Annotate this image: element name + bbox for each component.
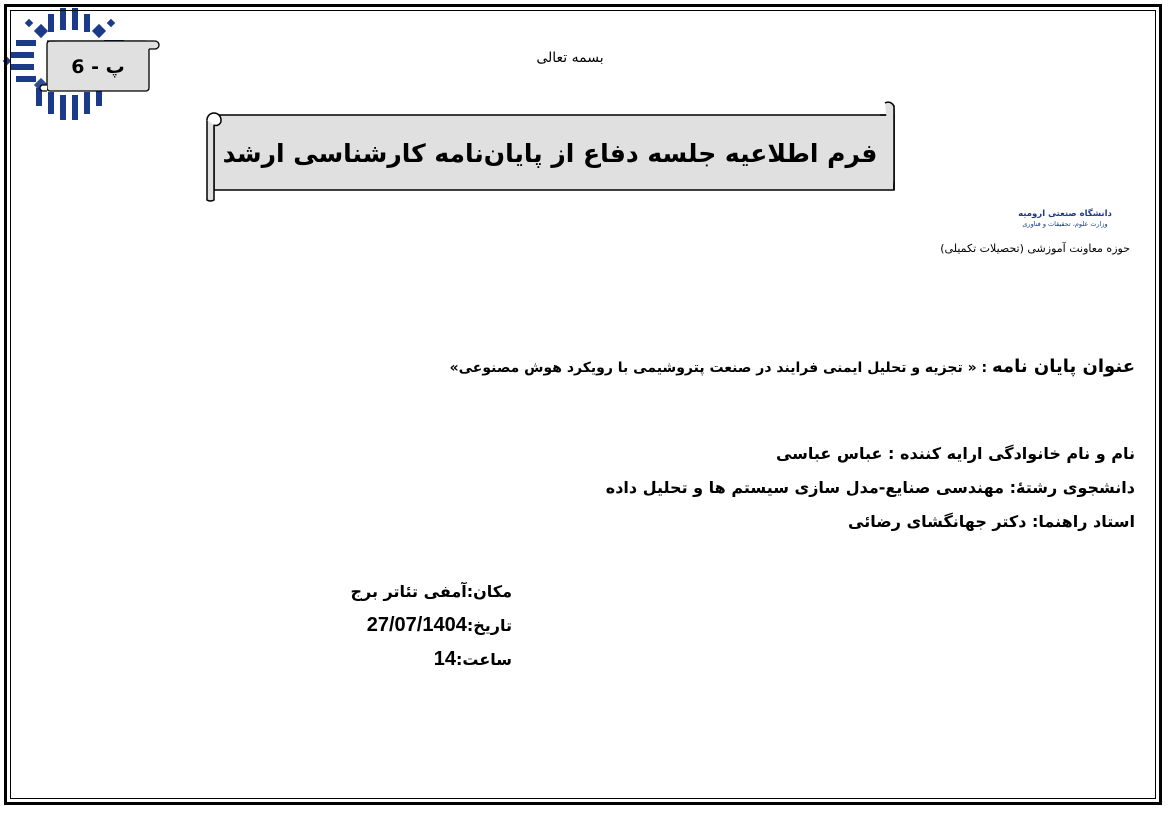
- place-label: مکان:: [466, 582, 512, 601]
- thesis-title: « تجزیه و تحلیل ایمنی فرایند در صنعت پتروشیمی با رویکرد هوش مصنوعی»: [449, 360, 977, 376]
- form-title: فرم اطلاعیه جلسه دفاع از پایان‌نامه کارشناسی ارشد: [222, 138, 878, 168]
- department-label: حوزه معاونت آموزشی (تحصیلات تکمیلی): [940, 242, 1130, 255]
- place-line: [212, 582, 512, 601]
- date-value: 27/07/1404: [366, 614, 467, 636]
- presenter-name: عباس عباسی: [775, 444, 883, 463]
- thesis-label: عنوان پایان نامه: [992, 356, 1135, 377]
- place-value: آمفی تئاتر برج: [350, 582, 467, 601]
- university-name: دانشگاه صنعتی ارومیه: [1018, 209, 1112, 219]
- time-value: 14: [433, 648, 456, 670]
- advisor-label: استاد راهنما:: [1026, 512, 1135, 531]
- presenter-label: نام و نام خانوادگی ارایه کننده :: [882, 444, 1135, 463]
- thesis-title-line: عنوان پایان نامه : « تجزیه و تحلیل ایمنی فرایند در صنعت پتروشیمی با رویکرد هوش مصنوعی»: [449, 356, 1135, 377]
- date-label: تاریخ:: [466, 616, 512, 635]
- advisor-line: [335, 512, 1135, 531]
- presenter-line: [335, 444, 1135, 463]
- major-value: مهندسی صنایع-مدل سازی سیستم ها و تحلیل داده: [605, 478, 1005, 497]
- bismillah: بسمه تعالی: [536, 50, 604, 66]
- advisor-name: دکتر جهانگشای رضائی: [848, 512, 1027, 531]
- time-line: [212, 648, 512, 671]
- major-label: دانشجوی رشتۀ:: [1004, 478, 1135, 497]
- time-label: ساعت:: [455, 650, 512, 669]
- date-line: [212, 614, 512, 637]
- ministry-name: وزارت علوم، تحقیقات و فناوری: [1022, 220, 1108, 228]
- form-code: پ - 6: [71, 56, 125, 78]
- major-line: [335, 478, 1135, 497]
